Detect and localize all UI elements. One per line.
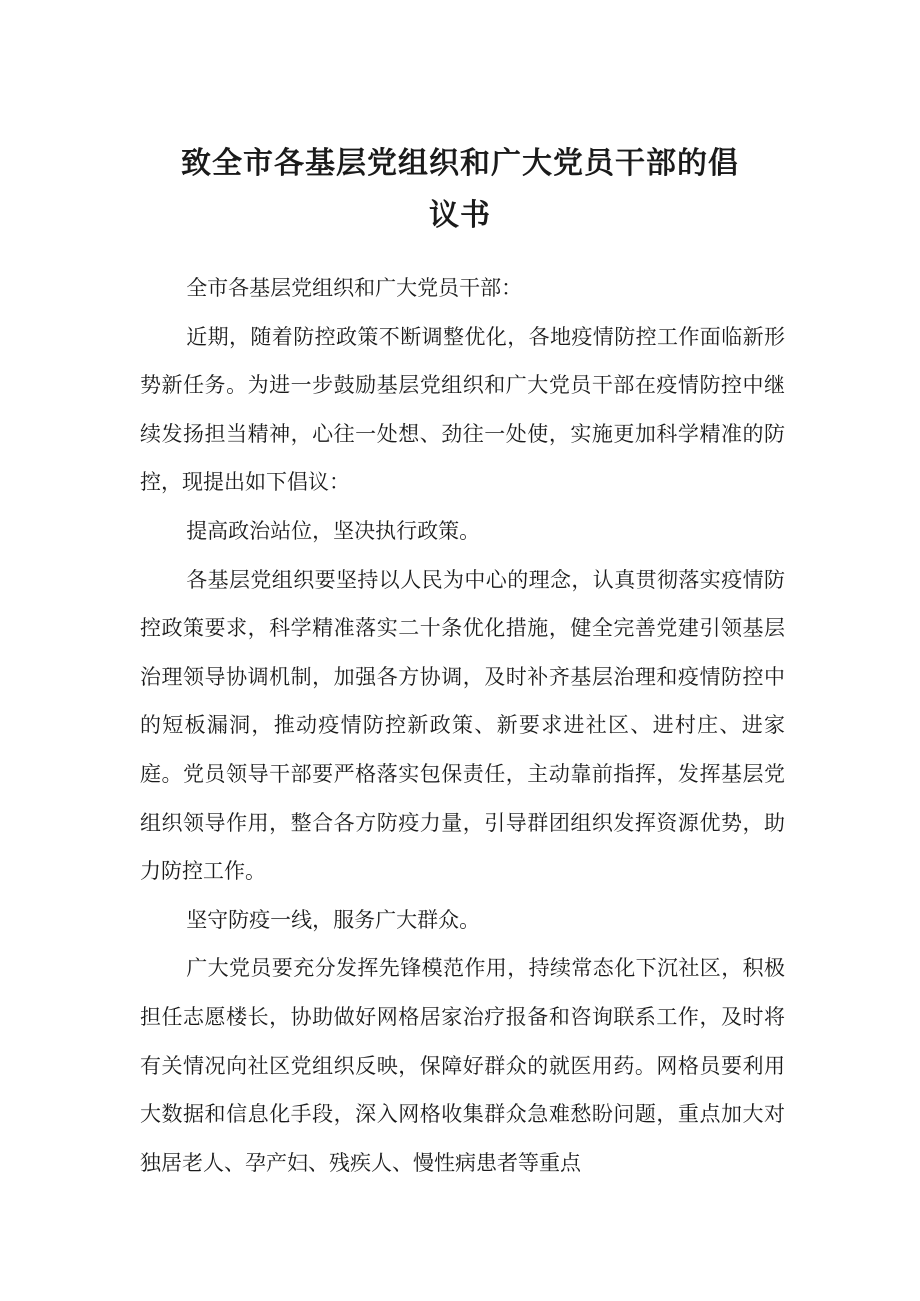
paragraph-section-1: 各基层党组织要坚持以人民为中心的理念，认真贯彻落实疫情防控政策要求，科学精准落实二十条优化措施，健全完善党建引领基层治理领导协调机制，加强各方协调，及时补齐基层治理和疫情防控中的短板漏洞，推动疫情防控新政策、新要求进社区、进村庄、进家庭。党员领导干部要严格落实包保责任，主动靠前指挥，发挥基层党组织领导作用，整合各方防疫力量，引导群团组织发挥资源优势，助力防控工作。 [140,567,785,884]
paragraph-section-2: 广大党员要充分发挥先锋模范作用，持续常态化下沉社区，积极担任志愿楼长，协助做好网格居家治疗报备和咨询联系工作，及时将有关情况向社区党组织反映，保障好群众的就医用药。网格员要利用大数据和信息化手段，深入网格收集群众急难愁盼问题，重点加大对独居老人、孕产妇、残疾人、慢性病患者等重点 [140,956,785,1175]
title-line-2: 议书 [429,198,491,233]
section-heading-1: 提高政治站位，坚决执行政策。 [186,518,481,543]
paragraph-intro: 近期，随着防控政策不断调整优化，各地疫情防控工作面临新形势新任务。为进一步鼓励基层党组织和广大党员干部在疫情防控中继续发扬担当精神，心往一处想、劲往一处使，实施更加科学精准的防控，现提出如下倡议： [140,324,785,495]
document-body [140,264,785,1187]
title-line-1: 致全市各基层党组织和广大党员干部的倡 [181,146,739,181]
document-title [140,138,780,242]
section-heading-2: 坚守防疫一线，服务广大群众。 [186,907,481,932]
salutation: 全市各基层党组织和广大党员干部： [186,276,523,300]
